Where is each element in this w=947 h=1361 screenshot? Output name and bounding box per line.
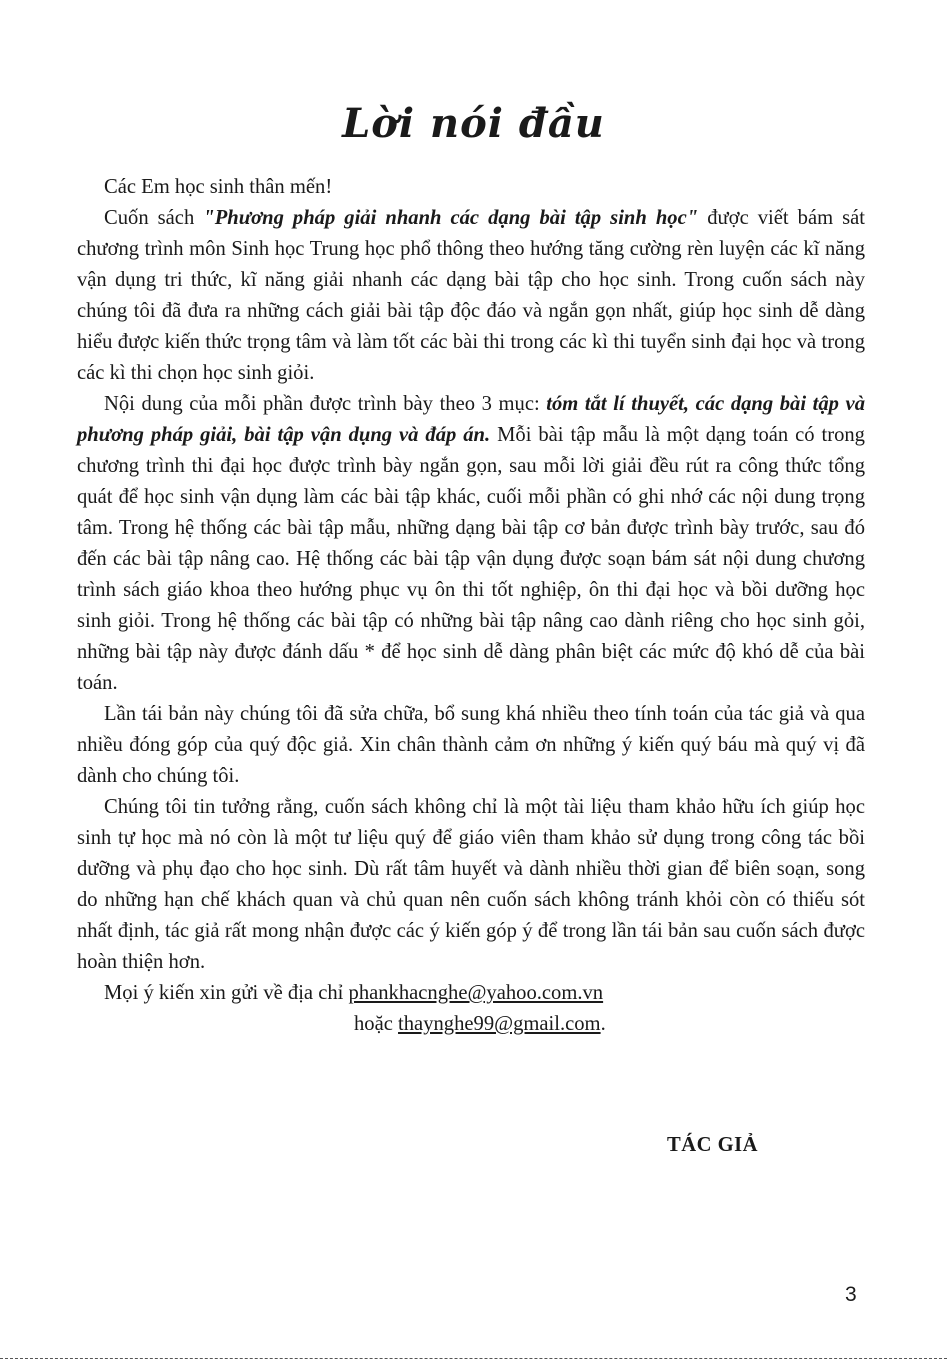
p1-before: Cuốn sách: [104, 207, 204, 229]
email-link-yahoo[interactable]: phankhacnghe@yahoo.com.vn: [348, 982, 604, 1004]
author-signature: TÁC GIẢ: [667, 1134, 759, 1156]
page-title: Lời nói đầu: [342, 100, 605, 147]
page-number: 3: [845, 1283, 857, 1306]
paragraph-3: Lần tái bản này chúng tôi đã sửa chữa, bổ sung khá nhiều theo tính toán của tác giả và qua nhiều đóng góp của quý độc giả. Xin chân thành cảm ơn những ý kiến quý báu mà quý vị đã dành cho chúng tôi.: [77, 703, 865, 787]
email-link-gmail[interactable]: thaynghe99@gmail.com: [398, 1013, 601, 1035]
paragraph-4: Chúng tôi tin tưởng rằng, cuốn sách không chỉ là một tài liệu tham khảo hữu ích giúp học sinh tự học mà nó còn là một tư liệu quý để giáo viên tham khảo sử dụng trong công tác bồi dưỡng và phụ đạo cho học sinh. Dù rất tâm huyết và dành nhiều thời gian để biên soạn, song do những hạn chế khách quan và chủ quan nên cuốn sách không tránh khỏi còn có thiếu sót nhất định, tác giả rất mong nhận được các ý kiến góp ý để trong lần tái bản sau cuốn sách được hoàn thiện hơn.: [77, 796, 865, 973]
contact-or: hoặc: [354, 1013, 399, 1035]
greeting: Các Em học sinh thân mến!: [104, 176, 333, 198]
contact-intro: Mọi ý kiến xin gửi về địa chỉ: [104, 982, 349, 1004]
page-bottom-rule: [0, 1358, 947, 1359]
contact-line: [77, 978, 865, 1009]
contact-line-alt: [77, 1009, 865, 1040]
paragraph-2: [77, 389, 865, 699]
book-title: "Phương pháp giải nhanh các dạng bài tập sinh học": [203, 207, 699, 229]
p2-after: Mỗi bài tập mẫu là một dạng toán có trong chương trình thi đại học được trình bày ngắn gọn, sau mỗi lời giải đều rút ra công thức tổng quát để học sinh vận dụng làm các bài tập khác, cuối mỗi phần có ghi nhớ các nội dung trọng tâm. Trong hệ thống các bài tập mẫu, những dạng bài tập cơ bản được trình bày trước, sau đó đến các bài tập nâng cao. Hệ thống các bài tập vận dụng được soạn bám sát nội dung chương trình sách giáo khoa theo hướng phục vụ ôn thi tốt nghiệp, ôn thi đại học và bồi dưỡng học sinh giỏi. Trong hệ thống các bài tập có những bài tập nâng cao dành riêng cho học sinh gỏi, những bài tập này được đánh dấu * để học sinh dễ dàng phân biệt các mức độ khó dễ của bài toán.: [77, 424, 865, 694]
p1-after: được viết bám sát chương trình môn Sinh học Trung học phổ thông theo hướng tăng cường rèn luyện các kĩ năng vận dụng tri thức, kĩ năng giải nhanh các dạng bài tập cho học sinh. Trong cuốn sách này chúng tôi đã đưa ra những cách giải bài tập độc đáo và ngắn gọn nhất, giúp học sinh dễ dàng hiểu được kiến thức trọng tâm và làm tốt các bài thi trong các kì thi tuyển sinh đại học và trong các kì thi chọn học sinh giỏi.: [77, 207, 866, 384]
section-list: tóm tắt lí thuyết, các dạng bài tập và phương pháp giải, bài tập vận dụng và đáp án.: [77, 393, 865, 446]
preface-body: [77, 172, 865, 1040]
paragraph-1: [77, 203, 865, 389]
contact-period: .: [600, 1013, 606, 1035]
p2-before: Nội dung của mỗi phần được trình bày theo 3 mục:: [104, 393, 547, 415]
